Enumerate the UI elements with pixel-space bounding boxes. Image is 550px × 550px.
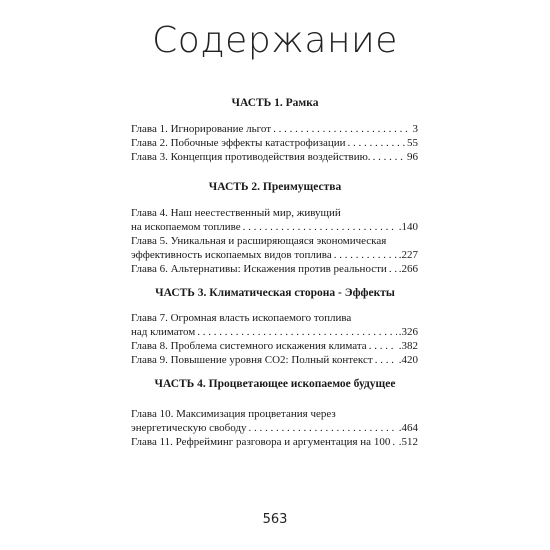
chapter-title: Глава 2. Побочные эффекты катастрофизации: [131, 137, 346, 149]
dot-leader: [243, 220, 397, 234]
chapter-title: Глава 6. Альтернативы: Искажения против реальности: [131, 263, 387, 275]
toc-entry-chapter-7[interactable]: [131, 325, 418, 339]
page-ref: .140: [398, 221, 418, 233]
chapter-title: Глава 1. Игнорирование льгот: [131, 123, 272, 135]
part-3-heading: ЧАСТЬ 3. Климатическая сторона - Эффекты: [155, 287, 395, 299]
toc-entry-chapter-3[interactable]: [131, 150, 418, 164]
toc-entry-chapter-11[interactable]: [131, 435, 418, 449]
page-number: 563: [262, 512, 288, 527]
dot-leader: [273, 122, 410, 136]
page-ref: .464: [398, 422, 418, 434]
chapter-title: Глава 7. Огромная власть ископаемого топлива: [131, 312, 352, 324]
dot-leader: [373, 150, 405, 164]
chapter-title: Глава 11. Рефрейминг разговора и аргументация на 100: [131, 436, 391, 448]
page-ref: 55: [407, 137, 418, 149]
chapter-title: Глава 8. Проблема системного искажения климата: [131, 340, 367, 352]
page-ref: 3: [412, 123, 418, 135]
dot-leader: [389, 262, 397, 276]
dot-leader: [369, 339, 397, 353]
page-ref: 96: [407, 151, 418, 163]
toc-entry-chapter-5[interactable]: [131, 248, 418, 262]
chapter-title: Глава 10. Максимизация процветания через: [131, 408, 336, 420]
chapter-title-cont: эффективность ископаемых видов топлива: [131, 249, 332, 261]
dot-leader: [249, 421, 397, 435]
toc-entry-chapter-1[interactable]: [131, 122, 418, 136]
page-title: Содержание: [152, 20, 398, 61]
part-2-heading: ЧАСТЬ 2. Преимущества: [208, 181, 342, 193]
toc-entry-chapter-10[interactable]: [131, 421, 418, 435]
dot-leader: [392, 435, 396, 449]
page-ref: .420: [398, 354, 418, 366]
page-ref: .382: [398, 340, 418, 352]
chapter-title-cont: энергетическую свободу: [131, 422, 247, 434]
chapter-title-cont: над климатом: [131, 326, 196, 338]
dot-leader: [375, 353, 397, 367]
toc-entry-chapter-8[interactable]: [131, 339, 418, 353]
toc-entry-chapter-9[interactable]: [131, 353, 418, 367]
dot-leader: [197, 325, 397, 339]
part-4-heading: ЧАСТЬ 4. Процветающее ископаемое будущее: [154, 378, 396, 390]
toc-entry-chapter-2[interactable]: [131, 136, 418, 150]
toc-entry-chapter-4[interactable]: [131, 220, 418, 234]
chapter-title: Глава 5. Уникальная и расширяющаяся экономическая: [131, 235, 387, 247]
chapter-title: Глава 3. Концепция противодействия воздействию.: [131, 151, 371, 163]
page-ref: .227: [398, 249, 418, 261]
page-ref: .512: [398, 436, 418, 448]
chapter-title-cont: на ископаемом топливе: [131, 221, 241, 233]
chapter-title: Глава 9. Повышение уровня СО2: Полный контекст: [131, 354, 373, 366]
toc-entry-chapter-6[interactable]: [131, 262, 418, 276]
dot-leader: [347, 136, 405, 150]
dot-leader: [334, 248, 397, 262]
chapter-title: Глава 4. Наш неестественный мир, живущий: [131, 207, 341, 219]
page-ref: .326: [398, 326, 418, 338]
part-1-heading: ЧАСТЬ 1. Рамка: [231, 97, 319, 109]
page-ref: .266: [398, 263, 418, 275]
